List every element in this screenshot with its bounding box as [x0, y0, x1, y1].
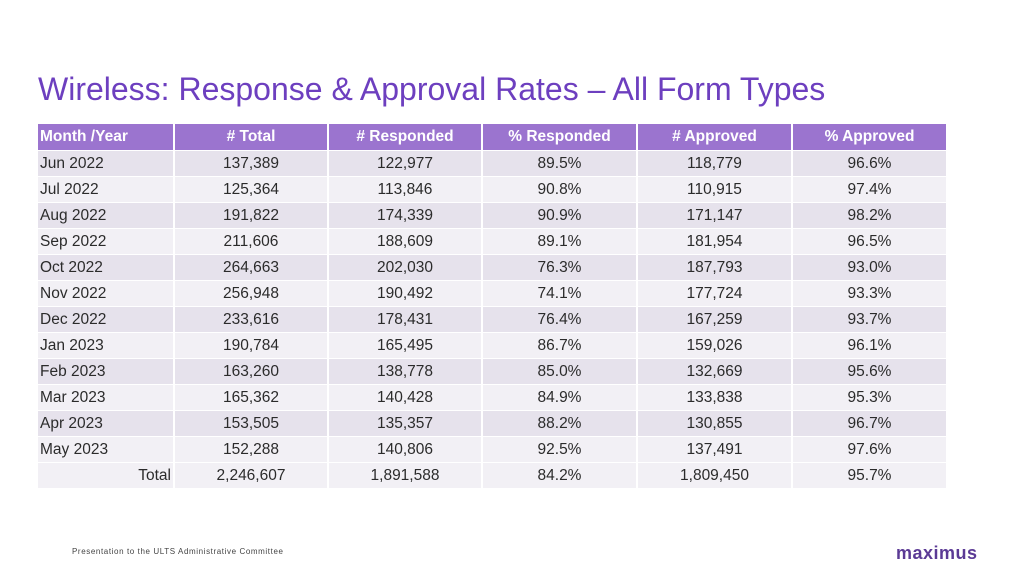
- cell-total: 190,784: [175, 333, 329, 359]
- cell-approved: 132,669: [638, 359, 793, 385]
- cell-approved: 110,915: [638, 177, 793, 203]
- cell-percent-responded: 88.2%: [483, 411, 638, 437]
- column-header-month-year: Month /Year: [38, 124, 175, 151]
- cell-percent-responded: 92.5%: [483, 437, 638, 463]
- table-row: [38, 203, 946, 229]
- cell-total: 152,288: [175, 437, 329, 463]
- cell-responded: 188,609: [329, 229, 483, 255]
- cell-responded: 174,339: [329, 203, 483, 229]
- cell-percent-approved: 97.4%: [793, 177, 946, 203]
- table-row: [38, 255, 946, 281]
- cell-month-year: Feb 2023: [38, 359, 175, 385]
- cell-percent-approved: 93.7%: [793, 307, 946, 333]
- cell-percent-responded: 76.4%: [483, 307, 638, 333]
- cell-percent-approved: 96.5%: [793, 229, 946, 255]
- cell-responded: 122,977: [329, 151, 483, 177]
- column-header-approved: # Approved: [638, 124, 793, 151]
- cell-percent-approved: 96.1%: [793, 333, 946, 359]
- cell-responded: 140,806: [329, 437, 483, 463]
- cell-month-year: Oct 2022: [38, 255, 175, 281]
- cell-approved: 171,147: [638, 203, 793, 229]
- cell-month-year: Nov 2022: [38, 281, 175, 307]
- cell-percent-responded: 85.0%: [483, 359, 638, 385]
- cell-percent-approved: 98.2%: [793, 203, 946, 229]
- cell-total: 256,948: [175, 281, 329, 307]
- cell-percent-responded: 84.9%: [483, 385, 638, 411]
- table-row: [38, 229, 946, 255]
- cell-percent-responded: 86.7%: [483, 333, 638, 359]
- cell-total: 191,822: [175, 203, 329, 229]
- table-row: [38, 333, 946, 359]
- cell-percent-approved: 95.7%: [793, 463, 946, 489]
- cell-total: 2,246,607: [175, 463, 329, 489]
- column-header-percent-approved: % Approved: [793, 124, 946, 151]
- footer-text: Presentation to the ULTS Administrative Committee: [72, 547, 284, 556]
- cell-responded: 135,357: [329, 411, 483, 437]
- cell-month-year: May 2023: [38, 437, 175, 463]
- cell-approved: 177,724: [638, 281, 793, 307]
- cell-month-year: Jul 2022: [38, 177, 175, 203]
- cell-percent-responded: 89.5%: [483, 151, 638, 177]
- table-row: [38, 411, 946, 437]
- cell-total: 125,364: [175, 177, 329, 203]
- cell-responded: 202,030: [329, 255, 483, 281]
- cell-month-year: Sep 2022: [38, 229, 175, 255]
- cell-percent-approved: 96.6%: [793, 151, 946, 177]
- cell-percent-responded: 90.8%: [483, 177, 638, 203]
- cell-approved: 130,855: [638, 411, 793, 437]
- table-row: [38, 437, 946, 463]
- cell-percent-responded: 84.2%: [483, 463, 638, 489]
- cell-total: 264,663: [175, 255, 329, 281]
- cell-percent-responded: 90.9%: [483, 203, 638, 229]
- cell-responded: 178,431: [329, 307, 483, 333]
- cell-total: 211,606: [175, 229, 329, 255]
- cell-percent-responded: 89.1%: [483, 229, 638, 255]
- column-header-total: # Total: [175, 124, 329, 151]
- cell-responded: 140,428: [329, 385, 483, 411]
- cell-month-year: Dec 2022: [38, 307, 175, 333]
- cell-month-year: Apr 2023: [38, 411, 175, 437]
- cell-responded: 138,778: [329, 359, 483, 385]
- cell-approved: 133,838: [638, 385, 793, 411]
- cell-percent-responded: 76.3%: [483, 255, 638, 281]
- cell-total: 233,616: [175, 307, 329, 333]
- table-row: [38, 177, 946, 203]
- cell-approved: 167,259: [638, 307, 793, 333]
- cell-approved: 1,809,450: [638, 463, 793, 489]
- cell-percent-approved: 97.6%: [793, 437, 946, 463]
- column-header-percent-responded: % Responded: [483, 124, 638, 151]
- cell-month-year: Jan 2023: [38, 333, 175, 359]
- cell-percent-approved: 96.7%: [793, 411, 946, 437]
- cell-total: 165,362: [175, 385, 329, 411]
- cell-total: 137,389: [175, 151, 329, 177]
- table-row: [38, 385, 946, 411]
- table-header-row: [38, 124, 946, 151]
- page-title: Wireless: Response & Approval Rates – All Form Types: [38, 71, 826, 107]
- cell-responded: 190,492: [329, 281, 483, 307]
- maximus-logo: maximus: [896, 543, 978, 563]
- cell-percent-responded: 74.1%: [483, 281, 638, 307]
- table-row: [38, 151, 946, 177]
- cell-approved: 187,793: [638, 255, 793, 281]
- cell-percent-approved: 95.6%: [793, 359, 946, 385]
- column-header-responded: # Responded: [329, 124, 483, 151]
- cell-total: 163,260: [175, 359, 329, 385]
- total-label: Total: [38, 463, 175, 489]
- cell-month-year: Mar 2023: [38, 385, 175, 411]
- table-row: [38, 281, 946, 307]
- cell-responded: 1,891,588: [329, 463, 483, 489]
- cell-responded: 113,846: [329, 177, 483, 203]
- cell-percent-approved: 93.3%: [793, 281, 946, 307]
- cell-approved: 118,779: [638, 151, 793, 177]
- response-approval-table: [38, 124, 946, 489]
- cell-month-year: Aug 2022: [38, 203, 175, 229]
- cell-percent-approved: 93.0%: [793, 255, 946, 281]
- cell-approved: 181,954: [638, 229, 793, 255]
- cell-percent-approved: 95.3%: [793, 385, 946, 411]
- cell-month-year: Jun 2022: [38, 151, 175, 177]
- table-total-row: [38, 463, 946, 489]
- cell-approved: 159,026: [638, 333, 793, 359]
- cell-responded: 165,495: [329, 333, 483, 359]
- cell-approved: 137,491: [638, 437, 793, 463]
- table-row: [38, 307, 946, 333]
- table-row: [38, 359, 946, 385]
- cell-total: 153,505: [175, 411, 329, 437]
